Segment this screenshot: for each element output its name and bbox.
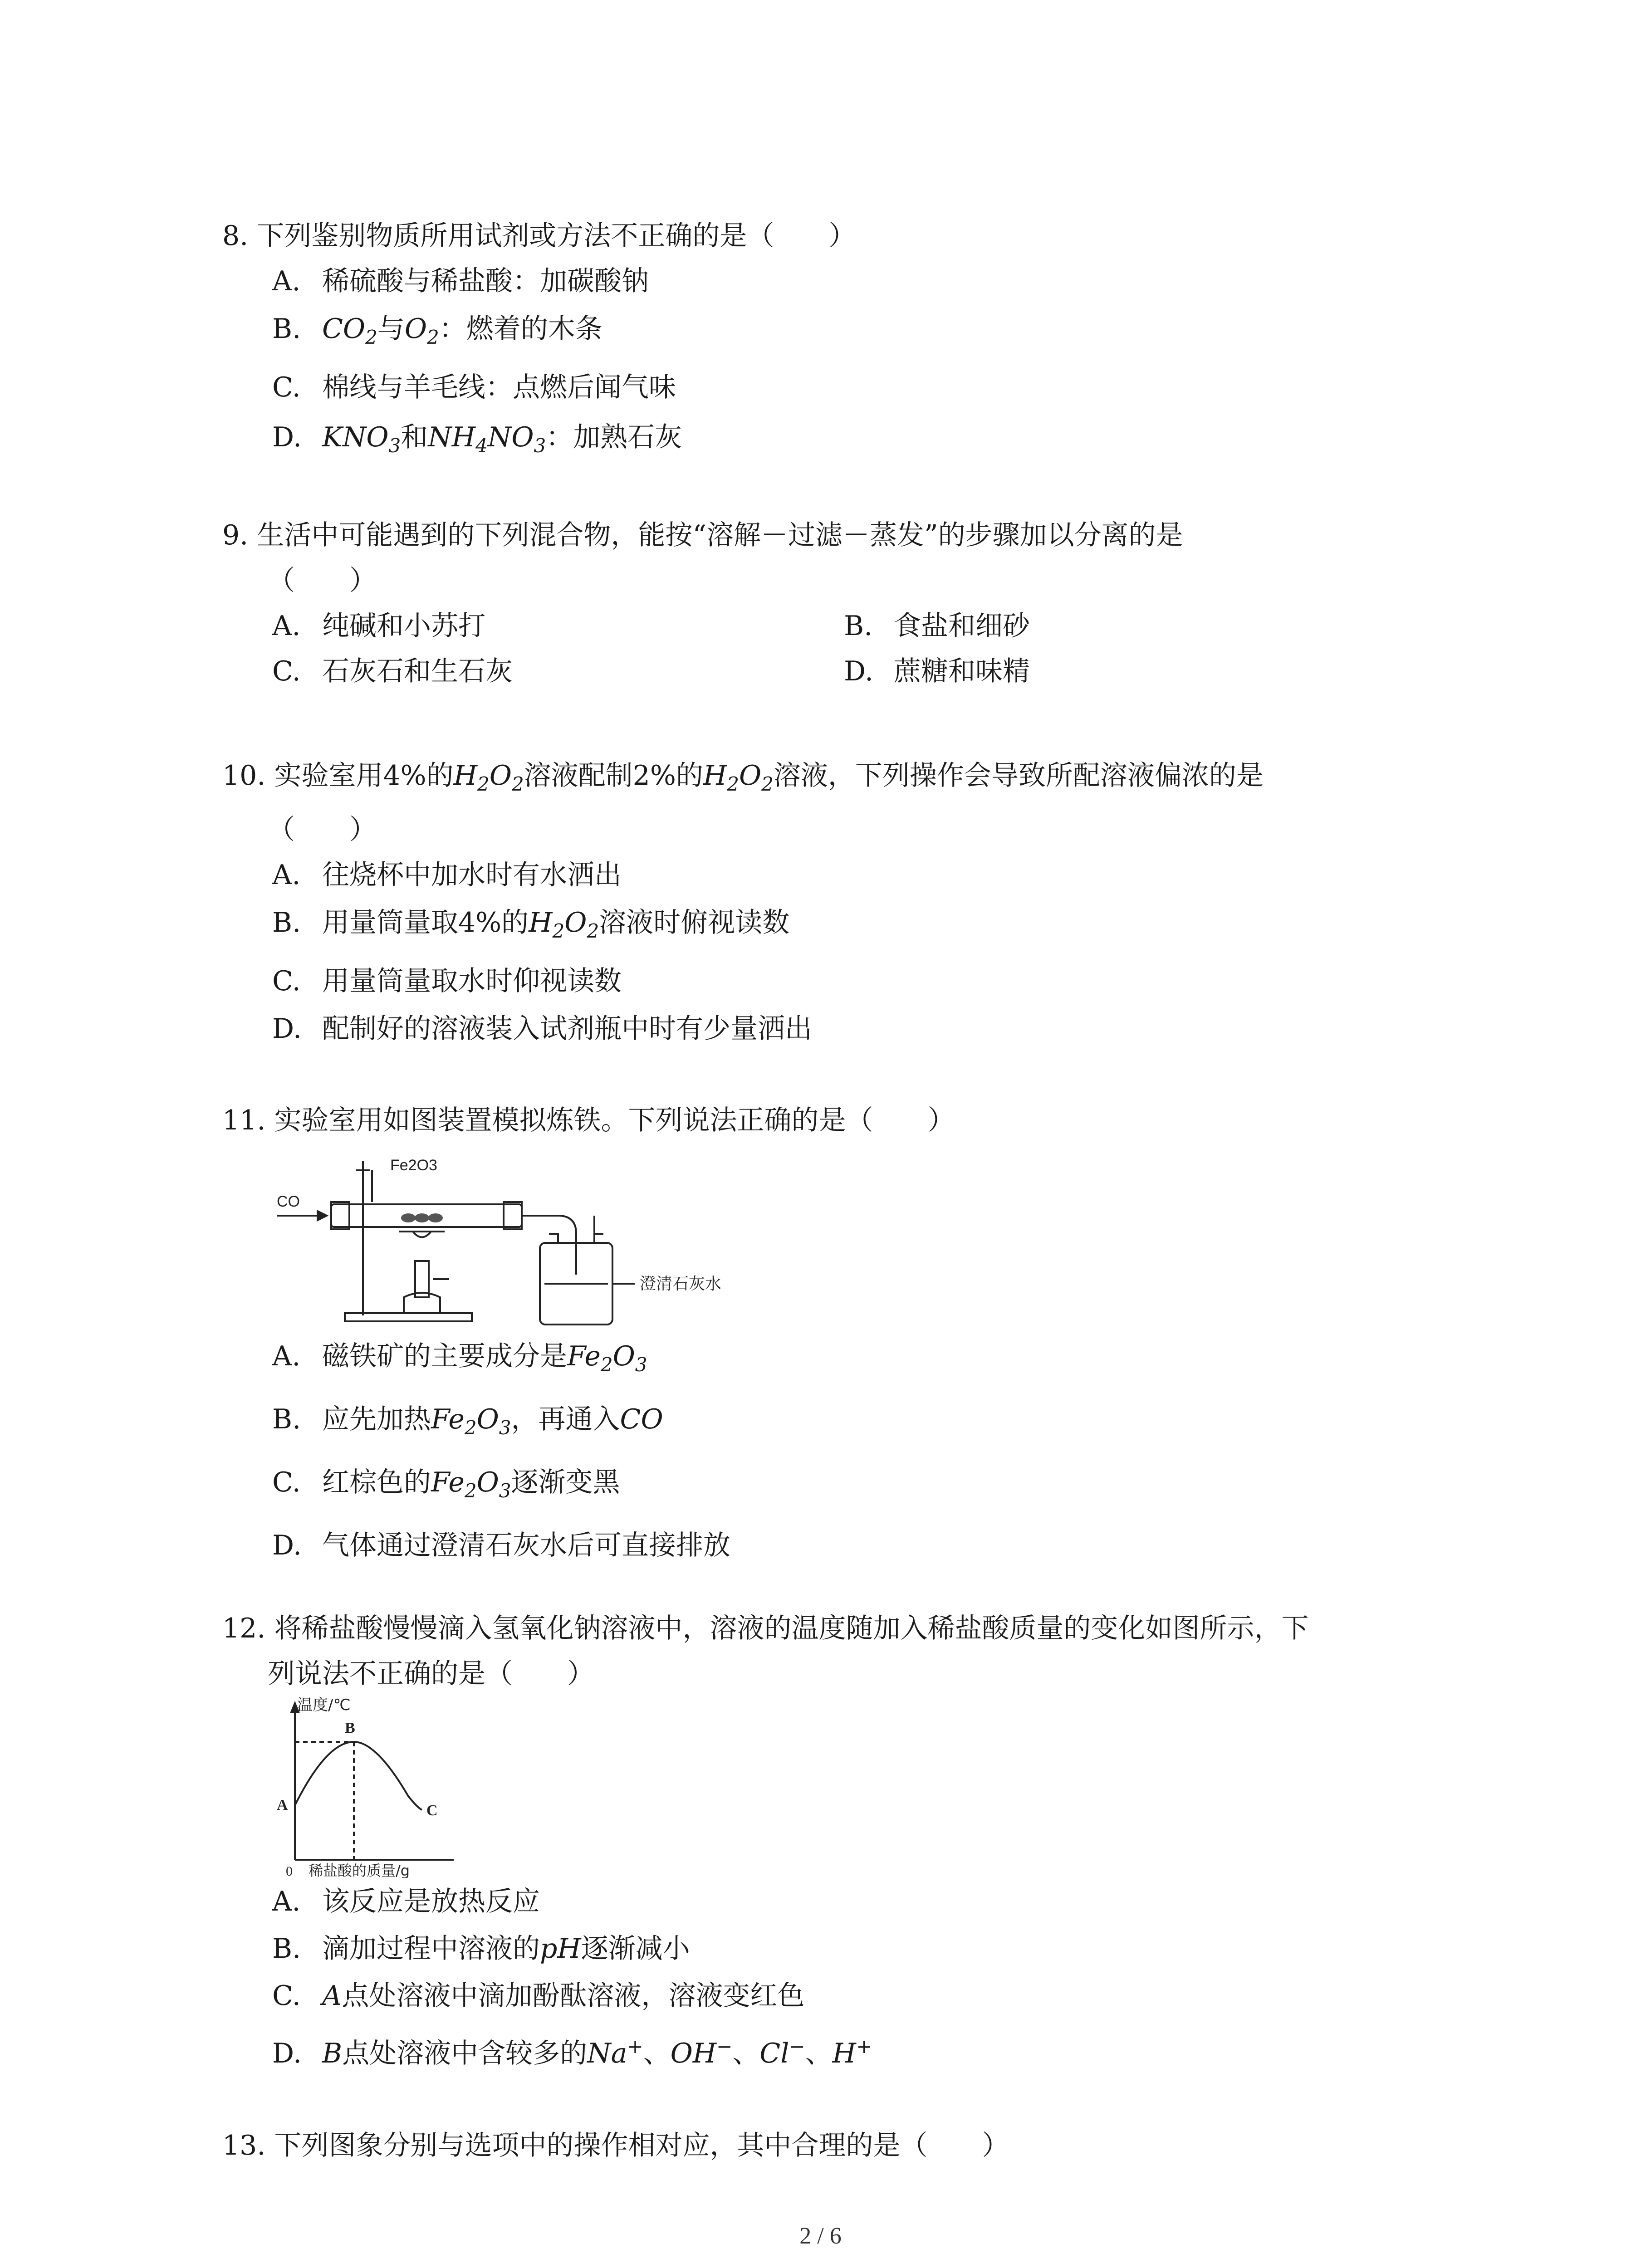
option-c: C. 红棕色的$Fe_2O_3$逐渐变黑: [272, 1466, 620, 1502]
option-c: C. 石灰石和生石灰: [272, 655, 513, 687]
co-label: CO: [277, 1193, 300, 1210]
question-stem: 9. 生活中可能遇到的下列混合物，能按“溶解－过滤－蒸发”的步骤加以分离的是: [222, 519, 1183, 551]
point-b-symbol: B: [322, 2038, 343, 2069]
y-axis-label: 温度/℃: [297, 1696, 351, 1714]
formula-fe2o3: $Fe_2O_3$: [431, 1466, 511, 1502]
temperature-curve: [272, 1696, 544, 1878]
option-b: B. 食盐和细砂: [844, 610, 1030, 642]
question-stem-cont: 列说法不正确的是（ ）: [268, 1658, 594, 1690]
formula-fe2o3: $Fe_2O_3$: [567, 1340, 647, 1376]
option-d: D. 气体通过澄清石灰水后可直接排放: [272, 1530, 730, 1561]
formula-h2o2: $H_2O_2$: [703, 760, 774, 795]
question-stem: 8. 下列鉴别物质所用试剂或方法不正确的是（ ）: [222, 220, 856, 252]
burner-base: [404, 1293, 440, 1313]
option-a: A. 该反应是放热反应: [272, 1886, 540, 1917]
formula-kno3: $KNO_3$: [322, 421, 401, 457]
page-number: 2 / 6: [799, 2223, 842, 2249]
question-9: [222, 513, 1456, 694]
question-stem-cont: （ ）: [268, 565, 377, 596]
option-b: B. 用量筒量取4%的$H_2O_2$溶液时俯视读数: [272, 907, 790, 942]
question-stem: 11. 实验室用如图装置模拟炼铁。下列说法正确的是（ ）: [222, 1105, 955, 1136]
arrow-head: [318, 1211, 327, 1220]
fe2o3-sample: [415, 1213, 429, 1222]
formula-nh4no3: $NH_4NO_3$: [428, 421, 546, 457]
option-b: B. 应先加热$Fe_2O_3$，再通入CO: [272, 1403, 663, 1439]
option-c: C. 用量筒量取水时仰视读数: [272, 965, 622, 997]
option-b: B. $CO_2$与$O_2$：燃着的木条: [272, 313, 603, 348]
option-d: D. B点处溶液中含较多的Na+、OH−、Cl−、H+: [272, 2035, 872, 2069]
formula-h2o2: $H_2O_2$: [529, 907, 599, 942]
fe2o3-sample: [428, 1213, 443, 1222]
fe2o3-sample: [401, 1213, 416, 1222]
option-d: D. 蔗糖和味精: [844, 655, 1030, 687]
tube-stopper-left: [331, 1202, 349, 1229]
options-row: [222, 649, 1456, 694]
option-c: C. 棉线与羊毛线：点燃后闻气味: [272, 371, 676, 403]
question-10: [222, 753, 1456, 1051]
apparatus-diagram: [277, 1152, 730, 1329]
option-d: D. 配制好的溶液装入试剂瓶中时有少量洒出: [272, 1013, 812, 1045]
question-13: [222, 2123, 1456, 2168]
option-a: A. 往烧杯中加水时有水洒出: [272, 859, 622, 891]
tube-stopper-right: [504, 1202, 522, 1229]
formula-o2: $O_2$: [404, 313, 439, 348]
origin-label: 0: [286, 1864, 293, 1878]
point-a-label: A: [277, 1797, 288, 1813]
formula-h2o2: $H_2O_2$: [453, 760, 524, 795]
temperature-curve-figure: [272, 1696, 544, 1878]
ion-na: Na+: [587, 2035, 643, 2069]
temperature-curve-line: [295, 1742, 422, 1810]
formula-fe2o3: $Fe_2O_3$: [431, 1403, 511, 1439]
formula-co: CO: [620, 1403, 663, 1435]
question-stem: 13. 下列图象分别与选项中的操作相对应，其中合理的是（ ）: [222, 2130, 1009, 2161]
question-stem: 10. 实验室用4%的$H_2O_2$溶液配制2%的$H_2O_2$溶液，下列操作会导致所配溶液偏浓的是: [222, 760, 1264, 795]
point-a-symbol: A: [322, 1980, 342, 2012]
option-b: B. 滴加过程中溶液的pH逐渐减小: [272, 1933, 690, 1965]
symbol-ph: pH: [540, 1933, 581, 1965]
question-8: [222, 213, 1456, 471]
fe2o3-label: Fe2O3: [390, 1157, 437, 1174]
limewater-label: 澄清石灰水: [640, 1275, 722, 1293]
point-c-label: C: [426, 1802, 438, 1819]
ion-oh: OH−: [670, 2035, 733, 2069]
option-a: A. 稀硫酸与稀盐酸：加碳酸钠: [272, 265, 649, 297]
question-12: [222, 1606, 1456, 2081]
option-d: D. $KNO_3$和$NH_4NO_3$：加熟石灰: [272, 421, 682, 457]
point-b-label: B: [345, 1720, 355, 1736]
question-11: [222, 1098, 1456, 1573]
x-axis-label: 稀盐酸的质量/g: [309, 1862, 410, 1878]
option-a: A. 磁铁矿的主要成分是$Fe_2O_3$: [272, 1340, 647, 1376]
options-row: [222, 603, 1456, 649]
question-stem: 12. 将稀盐酸慢慢滴入氢氧化钠溶液中，溶液的温度随加入稀盐酸质量的变化如图所示，下: [222, 1613, 1309, 1644]
delivery-tube: [522, 1216, 576, 1275]
option-c: C. A点处溶液中滴加酚酞溶液，溶液变红色: [272, 1980, 805, 2012]
question-stem-cont: （ ）: [268, 814, 377, 846]
ironmaking-apparatus-figure: [277, 1152, 730, 1329]
option-a: A. 纯碱和小苏打: [272, 610, 485, 642]
ion-h: H+: [832, 2035, 872, 2069]
ion-cl: Cl−: [759, 2035, 805, 2069]
formula-co2: $CO_2$: [322, 313, 377, 348]
